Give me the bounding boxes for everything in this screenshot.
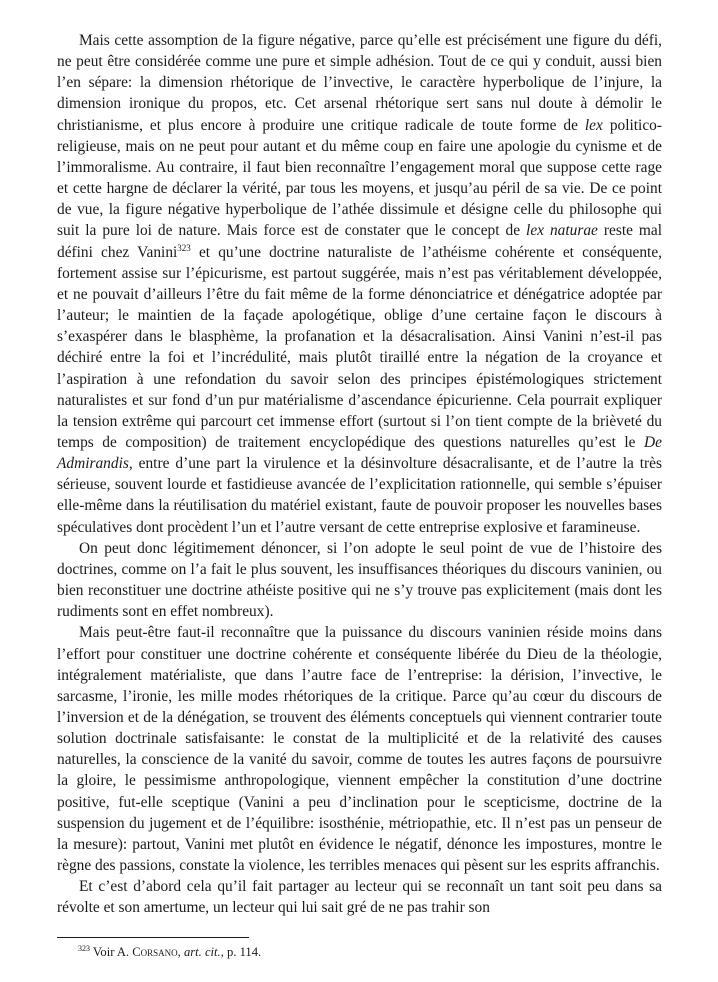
paragraph-3 [57,622,662,876]
italic-text: lex naturae [526,222,598,240]
italic-text: art. cit. [183,945,221,959]
text-run: et qu’une doctrine naturaliste de l’athéisme cohérente et conséquente, fortement assise sur l’épicurisme, est partout suggérée, mais n’est pas véritablement développée, et ne pouvait d’ailleurs l’être du fait même de la forme dénonciatrice et dénégatrice adoptée par l’auteur; le maintien de la façade apologétique, oblige d’une certaine façon le discours à s’exaspérer dans le blasphème, la profanation et la désacralisation. Ainsi Vanini n’est-il pas déchiré entre la foi et l’incrédulité, mais plutôt tiraillé entre la négation de la croyance et l’aspiration à une refondation du savoir selon des principes épistémologiques strictement naturalistes et sur fond d’un pur matérialisme d’ascendance épicurienne. Cela pourrait expliquer la tension extrême qui parcourt cet immense effort (surtout si l’on tient compte de la brièveté du temps de composition) de traitement encyclopédique des questions naturelles qu’est le [57,243,662,451]
footnote-323 [78,944,662,960]
text-run: Mais peut-être faut-il reconnaître que la puissance du discours vaninien réside moins dans l’effort pour constituer une doctrine cohérente et conséquente libérée du Dieu de la théologie, intégralement matérialiste, que dans l’autre face de l’entreprise: la dérision, l’invective, le sarcasme, l’ironie, les mille modes rhétoriques de la critique. Parce qu’au cœur du discours de l’inversion et de la dénégation, se trouvent des éléments conceptuels qui viennent contrarier toute solution doctrinale satisfaisante: le constat de la multiplicité et de la relativité des causes naturelles, la conscience de la vanité du savoir, comme de toutes les autres façons de poursuivre la gloire, le pessimisme anthropologique, viennent empêcher la constitution d’une doctrine positive, fut-elle sceptique (Vanini a peu d’inclination pour le scepticisme, doctrine de la suspension du jugement et de l’équilibre: isosthénie, métriopathie, etc. Il n’est pas un penseur de la mesure): partout, Vanini met plutôt en évidence le négatif, dénonce les impostures, montre le règne des passions, constate la violence, les terribles menaces qui pèsent sur les esprits affranchis. [57,624,662,875]
footnote-separator [57,937,249,938]
text-run: reste mal défini chez Vanini [57,222,663,261]
text-run: , [177,945,184,959]
paragraph-2 [57,538,662,623]
text-run: , entre d’une part la virulence et la désinvolture désacralisante, et de l’autre la très sérieuse, souvent lourde et fastidieuse avancée de l’explicitation rationnelle, qui semble s’épuiser elle-même dans la réutilisation du matériel existant, faute de pouvoir proposer les nouvelles bases spéculatives dont procèdent l’un et l’autre versant de cette entreprise explosive et faramineuse. [57,455,662,536]
text-run: , p. [220,945,240,959]
footnote-text [93,945,261,959]
footnote-number: 323 [78,943,90,953]
text-run: . [258,945,262,959]
italic-text: lex [584,116,603,134]
page-number-text: 114 [239,945,259,959]
text-run: Et c’est d’abord cela qu’il fait partager au lecteur qui se reconnaît un tant soit peu dans sa révolte et son amertume, un lecteur qui lui sait gré de ne pas trahir son [57,878,662,917]
text-run: On peut donc légitimement dénoncer, si l’on adopte le seul point de vue de l’histoire des doctrines, comme on l’a fait le plus souvent, les insuffisances théoriques du discours vaninien, ou bien reconstituer une doctrine athéiste positive qui ne s’y trouve pas explicitement (mais dont les rudiments sont en effet nombreux). [57,539,662,621]
italic-text: De Admirandis [57,433,662,473]
small-caps-text: orsano [140,945,178,959]
text-run: Mais cette assomption de la figure négative, parce qu’elle est précisément une figure du défi, ne peut être considérée comme une pure et simple adhésion. Tout de ce qui y conduit, aussi bien l’en sépare: la dimension rhétorique de l’invective, le caractère hyperbolique de l’injure, la dimension ironique du propos, etc. Cet arsenal rhétorique sert sans nul doute à démolir le christianisme, et plus encore à produire une critique radicale de toute forme de [57,32,662,134]
footnote-reference: 323 [177,242,191,253]
body-text [57,30,662,919]
paragraph-4 [57,876,662,918]
paragraph-1 [57,30,662,538]
text-run: politico-religieuse, mais on ne peut pour autant et du même coup en faire une apologie du cynisme et de l’immoralisme. Au contraire, il faut bien reconnaître l’engagement moral que suppose cette rage et cette hargne de déclarer la vérité, par tous les moyens, et jusqu’au péril de sa vie. De ce point de vue, la figure négative hyperbolique de l’athée dissimule et désigne celle du philosophe qui suit la pure loi de nature. Mais force est de constater que le concept de [57,116,662,240]
text-run: Voir A. C [92,945,141,959]
